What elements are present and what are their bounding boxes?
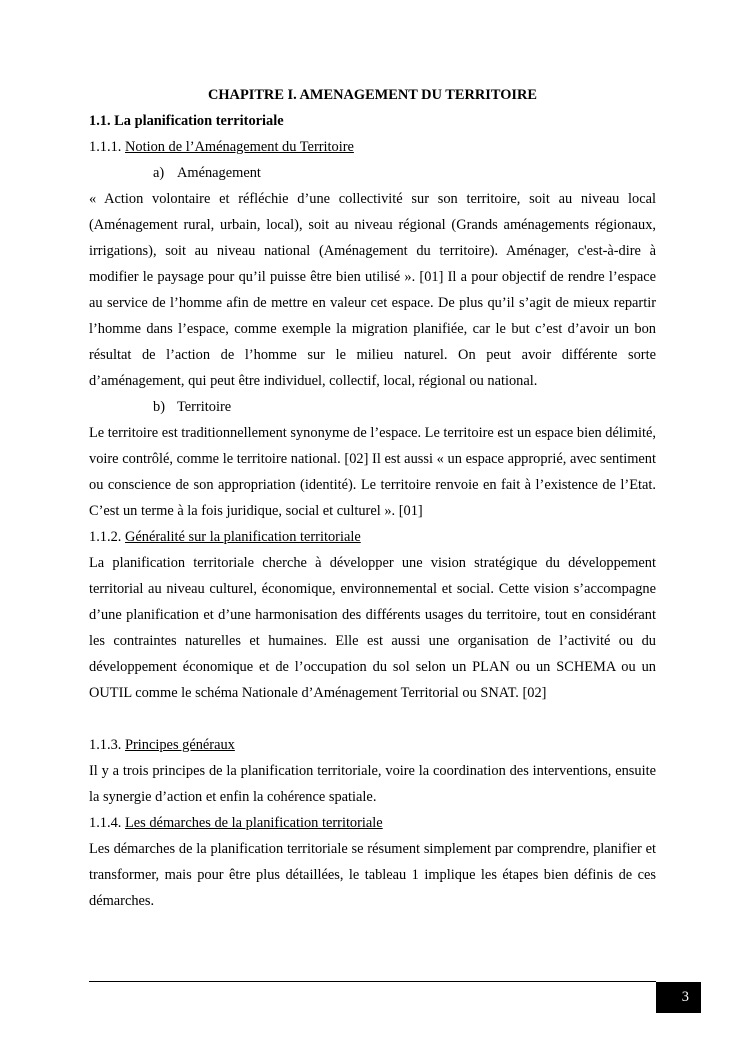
subsection-number: 1.1.1. — [89, 139, 125, 155]
subsection-number: 1.1.3. — [89, 737, 125, 753]
list-marker: a) — [153, 165, 165, 181]
list-title: Aménagement — [177, 165, 261, 181]
list-heading-a — [89, 160, 656, 186]
paragraph-principes: Il y a trois principes de la planification territoriale, voire la coordination des interventions, ensuite la synergie d’action et enfin la cohérence spatiale. — [89, 763, 656, 805]
section-heading-1-1: 1.1. La planification territoriale — [89, 113, 284, 129]
paragraph-demarches: Les démarches de la planification territoriale se résument simplement par comprendre, planifier et transformer, mais pour être plus détaillées, le tableau 1 implique les étapes bien définis de ces démarches. — [89, 841, 656, 909]
footer-rule — [89, 981, 656, 982]
subsection-title: Les démarches de la planification territoriale — [124, 815, 383, 831]
paragraph-territoire: Le territoire est traditionnellement synonyme de l’espace. Le territoire est un espace bien délimité, voire contrôlé, comme le territoire national. [02] Il est aussi « un espace approprié, avec sentiment ou conscience de son appropriation (identité). Le territoire renvoie en fait à l’existence de l’Etat. C’est un terme à la fois juridique, social et culturel ». [01] — [89, 425, 657, 519]
subsection-heading-1-1-1 — [89, 134, 656, 160]
blank-line — [89, 706, 656, 732]
list-heading-b — [89, 394, 656, 420]
subsection-heading-1-1-2 — [89, 524, 656, 550]
page-number-badge: 3 — [656, 982, 701, 1013]
subsection-title: Principes généraux — [124, 737, 235, 753]
list-title: Territoire — [177, 399, 232, 415]
page-content — [89, 82, 656, 914]
chapter-title: CHAPITRE I. AMENAGEMENT DU TERRITOIRE — [207, 87, 538, 103]
list-marker: b) — [153, 399, 165, 415]
subsection-number: 1.1.4. — [89, 815, 125, 831]
paragraph-amenagement: « Action volontaire et réfléchie d’une collectivité sur son territoire, soit au niveau local (Aménagement rural, urbain, local), soit au niveau régional (Grands aménagements régionaux, irrigations), soit au niveau national (Aménagement du territoire). Aménager, c'est-à-dire à modifier le paysage pour qu’il puisse être bien utilisé ». [01] Il a pour objectif de rendre l’espace au service de l’homme afin de mettre en valeur cet espace. De plus qu’il s’agit de mieux repartir l’homme dans l’espace, comme exemple la migration planifiée, car le but c’est d’avoir un bon résultat de l’action de l’homme sur le milieu naturel. On peut avoir différente sorte d’aménagement, qui peut être individuel, collectif, local, régional ou national. — [89, 191, 656, 389]
paragraph-generalite: La planification territoriale cherche à développer une vision stratégique du développement territorial au niveau culturel, économique, environnemental et social. Cette vision s’accompagne d’une planification et d’une harmonisation des différents usages du territoire, tout en considérant les contraintes naturelles et humaines. Elle est aussi une organisation de l’activité ou du développement économique et de l’occupation du sol selon un PLAN ou un SCHEMA ou un OUTIL comme le schéma Nationale d’Aménagement Territorial ou SNAT. [02] — [89, 555, 656, 701]
subsection-heading-1-1-4 — [89, 810, 656, 836]
subsection-number: 1.1.2. — [89, 529, 125, 545]
subsection-heading-1-1-3 — [89, 732, 656, 758]
subsection-title: Notion de l’Aménagement du Territoire — [124, 139, 354, 155]
subsection-title: Généralité sur la planification territoriale — [124, 529, 361, 545]
